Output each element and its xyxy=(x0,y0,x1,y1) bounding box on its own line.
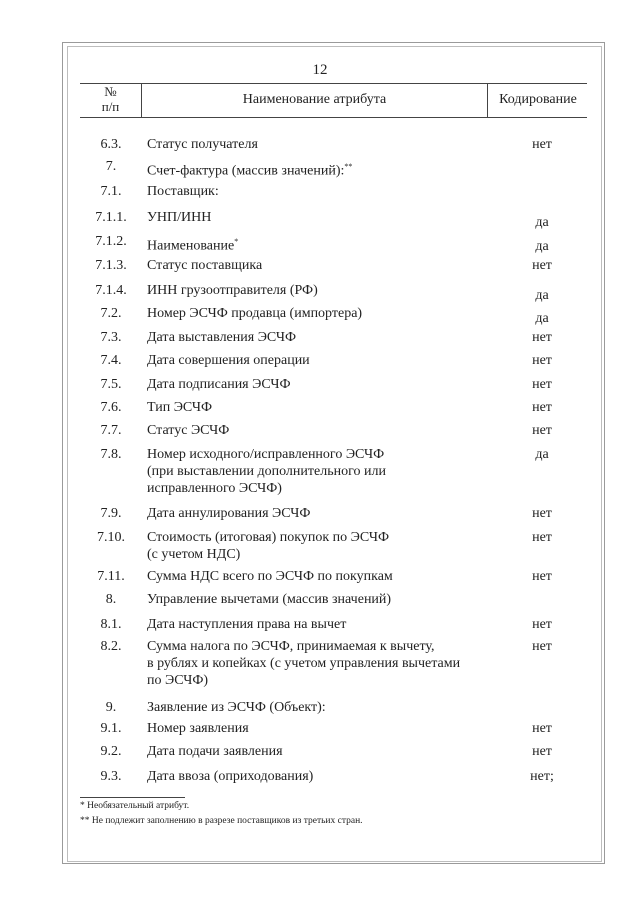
header-number-label-line1: № xyxy=(104,84,117,99)
row-attribute-name-line: в рублях и копейках (с учетом управления вычетами xyxy=(147,656,461,671)
row-attribute-name-text: Статус получателя xyxy=(147,137,258,152)
row-number: 8.2. xyxy=(100,639,122,654)
row-number: 7.1.4. xyxy=(95,283,127,298)
row-attribute-name-text: ИНН грузоотправителя (РФ) xyxy=(147,283,318,298)
row-attribute-name-line: исправленного ЭСЧФ) xyxy=(147,481,282,496)
row-attribute-name-text: Дата аннулирования ЭСЧФ xyxy=(147,506,311,521)
row-attribute-name-text: Тип ЭСЧФ xyxy=(147,400,213,415)
row-coding-value: нет xyxy=(532,377,552,392)
row-number: 7.5. xyxy=(100,377,122,392)
row-attribute-name xyxy=(147,446,477,497)
row-attribute-name-text: Номер заявления xyxy=(147,721,249,736)
row-attribute-name-text: Наименование xyxy=(147,238,235,254)
row-attribute-name-line: Сумма налога по ЭСЧФ, принимаемая к вычету, xyxy=(147,639,435,654)
row-coding-value: нет xyxy=(532,400,552,415)
row-coding-value: да xyxy=(535,215,549,230)
row-coding-value: да xyxy=(535,288,549,303)
footnote-1: * Необязательный атрибут. xyxy=(80,801,190,811)
row-number: 9. xyxy=(105,700,117,715)
row-coding-value: нет xyxy=(532,617,552,632)
row-number: 7.11. xyxy=(97,569,125,584)
row-coding-value: нет xyxy=(532,353,552,368)
footnote-marker: ** xyxy=(344,162,353,171)
row-attribute-name xyxy=(147,136,477,153)
row-coding-value: да xyxy=(535,311,549,326)
row-number: 9.3. xyxy=(100,769,122,784)
row-attribute-name-text: Дата наступления права на вычет xyxy=(147,617,347,632)
row-coding-value: нет xyxy=(532,721,552,736)
row-attribute-name-text: Дата подписания ЭСЧФ xyxy=(147,377,291,392)
row-attribute-name-text: Дата совершения операции xyxy=(147,353,310,368)
row-attribute-name-text: Поставщик: xyxy=(147,184,219,199)
row-attribute-name xyxy=(147,329,477,346)
row-number: 8.1. xyxy=(100,617,122,632)
row-number: 6.3. xyxy=(100,137,122,152)
row-attribute-name-line: (с учетом НДС) xyxy=(147,547,241,562)
row-attribute-name-text: Сумма НДС всего по ЭСЧФ по покупкам xyxy=(147,569,393,584)
header-code-label: Кодирование xyxy=(499,92,577,107)
row-coding-value: да xyxy=(535,447,549,462)
row-attribute-name xyxy=(147,209,477,226)
row-attribute-name xyxy=(147,768,477,785)
row-number: 7.3. xyxy=(100,330,122,345)
row-attribute-name xyxy=(147,720,477,737)
row-number: 8. xyxy=(105,592,117,607)
row-coding-value: нет xyxy=(532,330,552,345)
row-coding-value: нет xyxy=(532,530,552,545)
row-attribute-name-text: УНП/ИНН xyxy=(147,210,212,225)
row-coding-value: нет xyxy=(532,569,552,584)
row-coding-value: нет; xyxy=(530,769,554,784)
row-attribute-name xyxy=(147,352,477,369)
row-attribute-name-text: Статус ЭСЧФ xyxy=(147,423,230,438)
row-attribute-name xyxy=(147,638,477,689)
row-attribute-name-line: Стоимость (итоговая) покупок по ЭСЧФ xyxy=(147,530,389,545)
row-number: 7.1. xyxy=(100,184,122,199)
row-attribute-name-text: Дата подачи заявления xyxy=(147,744,283,759)
row-coding-value: нет xyxy=(532,744,552,759)
row-number: 7.1.3. xyxy=(95,258,127,273)
row-number: 9.1. xyxy=(100,721,122,736)
header-top-rule xyxy=(80,83,587,84)
row-attribute-name-text: Дата выставления ЭСЧФ xyxy=(147,330,297,345)
row-coding-value: нет xyxy=(532,137,552,152)
footnote-separator xyxy=(80,797,185,798)
row-coding-value: нет xyxy=(532,506,552,521)
row-number: 7.2. xyxy=(100,306,122,321)
row-attribute-name xyxy=(147,282,477,299)
row-attribute-name xyxy=(147,505,477,522)
row-attribute-name-text: Управление вычетами (массив значений) xyxy=(147,592,392,607)
footnote-marker: * xyxy=(234,237,239,246)
row-attribute-name-text: Счет-фактура (массив значений): xyxy=(147,163,345,179)
row-attribute-name xyxy=(147,591,477,608)
row-attribute-name-line: Номер исходного/исправленного ЭСЧФ xyxy=(147,447,385,462)
row-attribute-name xyxy=(147,399,477,416)
row-attribute-name-text: Статус поставщика xyxy=(147,258,263,273)
row-attribute-name xyxy=(147,233,477,255)
row-coding-value: да xyxy=(535,239,549,254)
row-attribute-name xyxy=(147,257,477,274)
row-attribute-name xyxy=(147,183,477,200)
row-attribute-name xyxy=(147,422,477,439)
row-number: 7. xyxy=(105,159,117,174)
row-number: 7.7. xyxy=(100,423,122,438)
row-attribute-name xyxy=(147,158,477,180)
row-attribute-name xyxy=(147,568,477,585)
row-number: 7.9. xyxy=(100,506,122,521)
row-number: 7.8. xyxy=(100,447,122,462)
row-attribute-name xyxy=(147,376,477,393)
row-attribute-name-line: по ЭСЧФ) xyxy=(147,673,209,688)
footnote-2: ** Не подлежит заполнению в разрезе поставщиков из третьих стран. xyxy=(80,816,363,826)
row-attribute-name xyxy=(147,529,477,563)
row-attribute-name-text: Заявление из ЭСЧФ (Объект): xyxy=(147,700,326,715)
row-number: 9.2. xyxy=(100,744,122,759)
row-number: 7.6. xyxy=(100,400,122,415)
row-attribute-name-text: Дата ввоза (оприходования) xyxy=(147,769,314,784)
row-number: 7.10. xyxy=(97,530,125,545)
header-bottom-rule xyxy=(80,117,587,118)
row-number: 7.1.2. xyxy=(95,234,127,249)
row-coding-value: нет xyxy=(532,423,552,438)
header-number-label-line2: п/п xyxy=(101,99,120,114)
row-coding-value: нет xyxy=(532,258,552,273)
header-number-label xyxy=(80,84,141,114)
row-attribute-name-text: Номер ЭСЧФ продавца (импортера) xyxy=(147,306,363,321)
page-number: 12 xyxy=(312,62,328,78)
row-attribute-name xyxy=(147,743,477,760)
row-attribute-name xyxy=(147,616,477,633)
row-coding-value: нет xyxy=(532,639,552,654)
row-attribute-name-line: (при выставлении дополнительного или xyxy=(147,464,386,479)
row-number: 7.4. xyxy=(100,353,122,368)
header-name-label: Наименование атрибута xyxy=(242,92,387,107)
row-attribute-name xyxy=(147,305,477,322)
row-attribute-name xyxy=(147,699,477,716)
row-number: 7.1.1. xyxy=(95,210,127,225)
